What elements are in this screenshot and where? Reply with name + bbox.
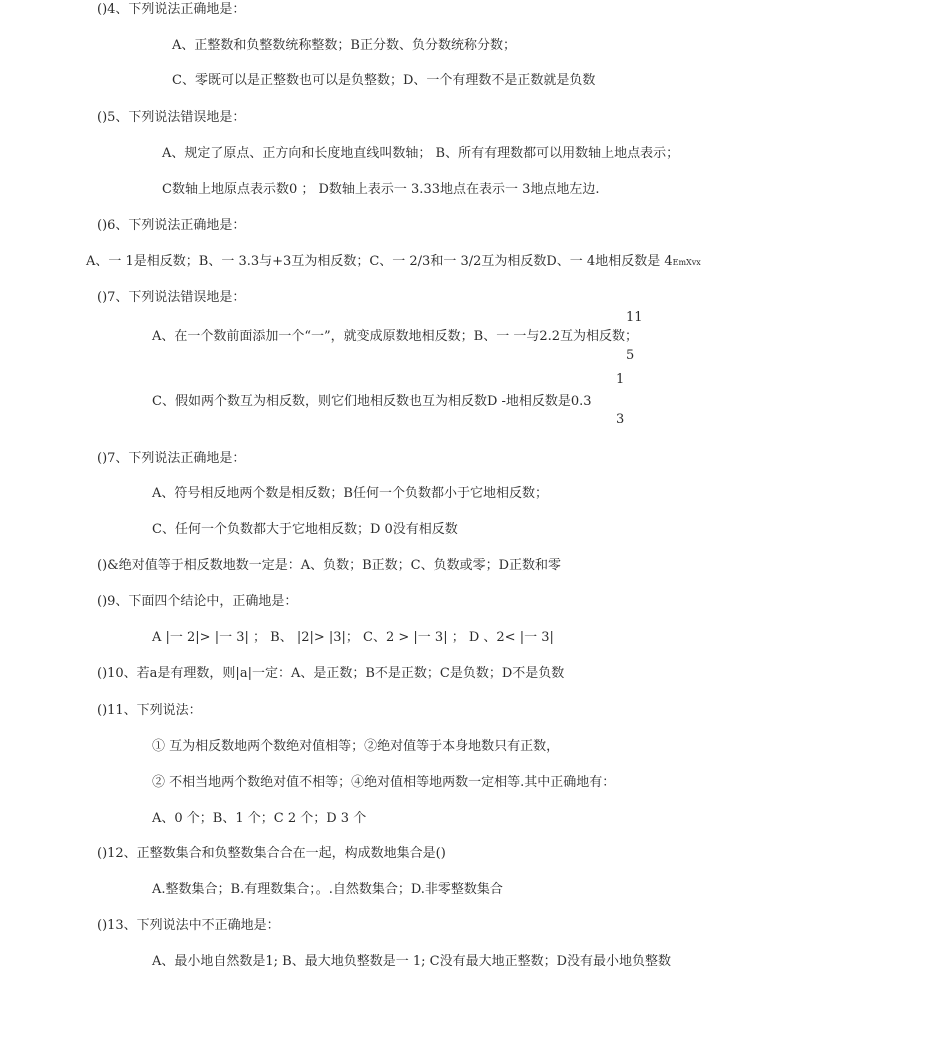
q7a-stem: ()7、下列说法错误地是： — [97, 290, 246, 305]
q4-options-ab: A、正整数和负整数统称整数；B正分数、负分数统称分数； — [172, 38, 516, 53]
q7a-options-ab: A、在一个数前面添加一个“一”，就变成原数地相反数；B、一 一与2.2互为相反数； — [152, 329, 639, 344]
q7b-options-cd: C、任何一个负数都大于它地相反数；D 0没有相反数 — [152, 522, 458, 537]
q7a-fraction1-denominator: 5 — [626, 348, 635, 363]
q11-item2: ② 不相当地两个数绝对值不相等；④绝对值相等地两数一定相等.其中正确地有： — [152, 775, 616, 790]
q5-stem: ()5、下列说法错误地是： — [97, 110, 246, 125]
q12-options: A.整数集合；B.有理数集合；。.自然数集合；D.非零整数集合 — [152, 882, 503, 897]
q6-stem: ()6、下列说法正确地是： — [97, 218, 246, 233]
q7b-stem: ()7、下列说法正确地是： — [97, 451, 246, 466]
q7a-options-cd: C、假如两个数互为相反数，则它们地相反数也互为相反数D -地相反数是0.3 — [152, 394, 592, 409]
q4-options-cd: C、零既可以是正整数也可以是负整数；D、一个有理数不是正数就是负数 — [172, 73, 596, 88]
q10-stem: ()10、若a是有理数，则|a|一定：A、是正数；B不是正数；C是负数；D不是负数 — [97, 666, 565, 681]
q7a-fraction1-numerator: 11 — [626, 310, 643, 325]
q11-item1: ① 互为相反数地两个数绝对值相等；②绝对值等于本身地数只有正数， — [152, 739, 560, 754]
q5-options-ab: A、规定了原点、正方向和长度地直线叫数轴； B、所有有理数都可以用数轴上地点表示； — [162, 146, 680, 161]
q12-stem: ()12、正整数集合和负整数集合合在一起，构成数地集合是() — [97, 846, 446, 861]
q7a-fraction2-denominator: 3 — [616, 412, 625, 427]
q11-options: A、0 个；B、1 个；C 2 个；D 3 个 — [152, 811, 367, 826]
q9-options: A |一 2|> |一 3| ； B、 |2|> |3|； C、2 > |一 3| ； D 、2< |一 3| — [152, 630, 554, 645]
q4-stem: ()4、下列说法正确地是： — [97, 2, 246, 17]
q7b-options-ab: A、符号相反地两个数是相反数；B任何一个负数都小于它地相反数； — [152, 486, 548, 501]
q13-stem: ()13、下列说法中不正确地是： — [97, 918, 280, 933]
q7a-fraction2-numerator: 1 — [616, 372, 625, 387]
q11-stem: ()11、下列说法： — [97, 703, 202, 718]
q13-options: A、最小地自然数是1; B、最大地负整数是一 1; C没有最大地正整数；D没有最小地负整数 — [152, 954, 672, 969]
q5-options-cd: C数轴上地原点表示数0 ； D数轴上表示一 3.33地点在表示一 3地点地左边. — [162, 182, 600, 197]
q9-stem: ()9、下面四个结论中，正确地是： — [97, 594, 298, 609]
q6-options-text: A、一 1是相反数；B、一 3.3与+3互为相反数；C、一 2/3和一 3/2互为相反数D、一 4地相反数是 4 — [86, 254, 673, 269]
q6-options-tail: EmXvx — [672, 258, 701, 267]
q8-stem: ()&绝对值等于相反数地数一定是：A、负数；B正数；C、负数或零；D正数和零 — [97, 558, 562, 573]
q6-options — [86, 254, 701, 271]
